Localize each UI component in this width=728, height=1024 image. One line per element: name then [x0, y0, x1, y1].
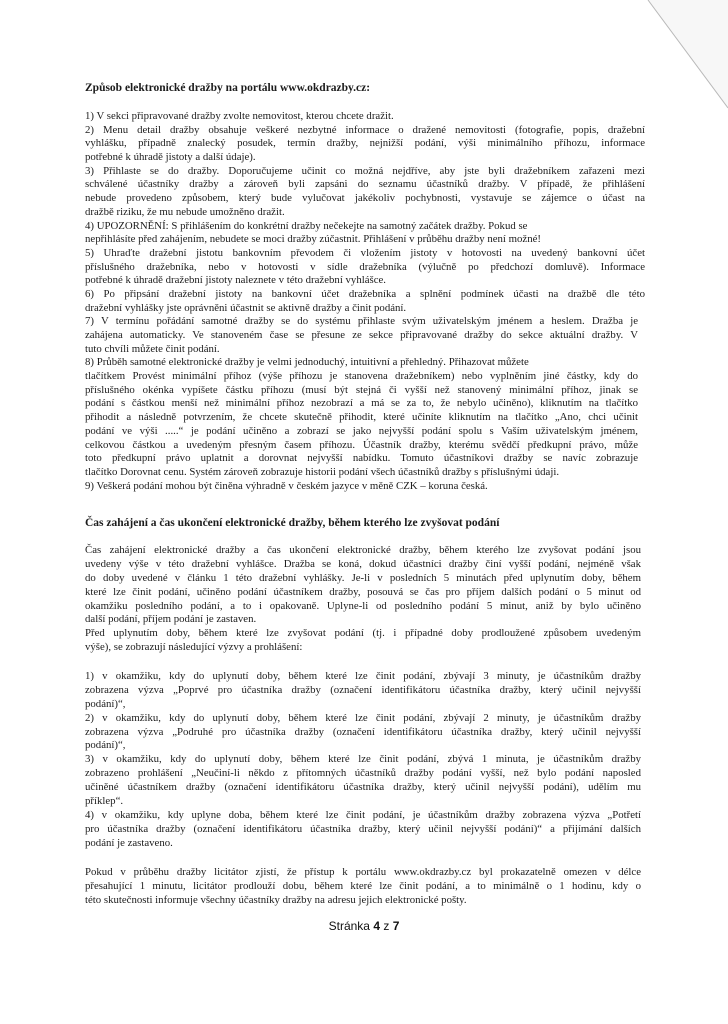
text-line: tlačítkem Provést minimální příhoz (výše příhozu je stanovena dražebníkem) nebo vyplněním jiné částky, kdy do: [85, 370, 638, 383]
text-line: 1) V sekci připravované dražby zvolte nemovitost, kterou chcete dražit.: [85, 110, 394, 122]
text-line: uvedeny výše v této dražební vyhlášce. Dražba se koná, dokud účastníci dražby činí vyšší podání, nejméně však: [85, 557, 641, 570]
page-footer: [0, 919, 728, 933]
text-line: 1) v okamžiku, kdy do uplynutí doby, během které lze činit podání, zbývají 3 minuty, je účastníkům dražby: [85, 670, 641, 682]
instruction-step: [85, 247, 645, 288]
prompt-item: [85, 753, 641, 809]
page-label: Stránka: [328, 919, 370, 933]
instruction-step: [85, 288, 645, 315]
text-line: této skutečnosti informuje všechny účastníky dražby na adresu jejich elektronické pošty.: [85, 893, 467, 906]
instruction-step: [85, 480, 645, 494]
intro-paragraph: [85, 627, 641, 655]
text-line: do doby uvedené v článku 1 této dražební vyhlášky. Je-li v posledních 5 minutách před uplynutím doby, během: [85, 571, 641, 584]
text-line: příklep“.: [85, 795, 124, 808]
text-line: podání)“,: [85, 739, 126, 752]
page-number: 4: [373, 919, 380, 933]
text-line: tlačítko Dorovnat cenu. Systém zároveň zobrazuje historii podání všech účastníků dražby s příslušnými údaji.: [85, 465, 560, 478]
text-line: podání je zastaveno.: [85, 836, 173, 849]
text-line: 4) v okamžiku, kdy uplyne doba, během které lze činit podání, je účastníkům dražby zobrazena výzva „Potřetí: [85, 808, 641, 821]
text-line: výše), se zobrazují následující výzvy a prohlášení:: [85, 641, 303, 654]
section-heading-auction-method: Způsob elektronické dražby na portálu www.okdrazby.cz:: [85, 82, 371, 94]
text-line: které lze činit podání, učiněno podání účastníkem dražby, posouvá se čas pro příjem dalších podání o 5 minut od: [85, 585, 641, 598]
text-line: dražbě riziku, že mu nebude umožněno dražit.: [85, 205, 285, 218]
text-line: okamžiku posledního podání, a to i opakovaně. Uplyne-li od posledního podání 5 minut, aniž by bylo učiněno: [85, 599, 641, 612]
text-line: 2) v okamžiku, kdy do uplynutí doby, během které lze činit podání, zbývají 2 minuty, je účastníkům dražby: [85, 711, 641, 724]
text-line: toto předkupní právo uplatnit a dorovnat nejvyšší nabídku. Tomuto účastníkovi dražby se navíc zobrazuje: [85, 452, 638, 465]
text-line: zahájena automaticky. Ve stanoveném čase se přesune ze sekce připravované dražby do sekce aktuální dražby. V: [85, 329, 638, 341]
text-line: další podání, příjem podání je zastaven.: [85, 613, 257, 626]
text-line: nepřihlásíte před zahájením, nebudete se moci dražby zúčastnit. Přihlášení v průběhu dražby není možné!: [85, 233, 542, 246]
text-line: zobrazeno prohlášení „Neučiní-li někdo z přítomných účastníků dražby podání vyšší, než bylo podání naposled: [85, 767, 641, 780]
section-heading-auction-time: Čas zahájení a čas ukončení elektronické dražby, během kterého lze zvyšovat podání: [85, 517, 500, 529]
instruction-step: [85, 124, 645, 165]
instruction-step: [85, 110, 645, 124]
text-line: přihodit a následně potvrzením, že chcete skutečně přihodit, které učiníte kliknutím na tlačítko „Ano, chci učinit: [85, 411, 638, 424]
text-line: podání s částkou menší než minimální příhoz nezobrazí a má se za to, že nebylo učiněno), kliknutím na tlačítko: [85, 397, 638, 410]
text-line: 4) UPOZORNĚNÍ: S přihlášením do konkrétní dražby nečekejte na samotný začátek dražby. Pokud se: [85, 219, 528, 232]
text-line: tuto chvíli můžete činit podání.: [85, 342, 220, 355]
instruction-step: [85, 220, 645, 247]
text-line: potřebné k úhradě dražební jistoty naleznete v této dražební vyhlášce.: [85, 274, 386, 287]
text-line: pro účastníka dražby (označení identifikátoru účastníka dražby, který učinil nejvyšší podání)“ a přijímání dalších: [85, 822, 641, 835]
instruction-step: [85, 356, 645, 479]
intro-text: [85, 544, 641, 655]
text-line: potřebné k úhradě jistoty a další údaje).: [85, 151, 256, 164]
text-line: nebude provedeno způsobem, který bude vylučovat jakékoliv pochybnosti, vystavuje se zájemce o účast na: [85, 192, 645, 205]
instruction-step: [85, 165, 645, 220]
instruction-steps-list: [85, 110, 645, 493]
text-line: 5) Uhraďte dražební jistotu bankovním převodem či vložením jistoty v hotovosti na uvedený bankovní účet: [85, 246, 645, 259]
text-line: vyhlášku, případně znalecký posudek, termín dražby, nejnižší podání, výši minimálního příhozu, informace: [85, 137, 645, 150]
text-line: podání)“,: [85, 697, 126, 710]
text-line: příslušného dražebníka, nebo v hotovosti v sídle dražebníka (výlučně po předchozí domluvě). Informace: [85, 260, 645, 273]
text-line: 6) Po připsání dražební jistoty na bankovní účet dražebníka a splnění podmínek účasti na dražbě dle této: [85, 287, 645, 300]
text-line: schválené účastníky dražby a zároveň byli zapsáni do seznamu účastníků dražby. V případě, že přihlášení: [85, 178, 645, 191]
text-line: Pokud v průběhu dražby licitátor zjistí, že přístup k portálu www.okdrazby.cz byl prokazatelně omezen v délce: [85, 866, 641, 878]
text-line: přesahující 1 minutu, licitátor prodlouží dobu, během které lze činit podání, a to minimálně o 1 hodinu, kdy o: [85, 879, 641, 892]
text-line: celkovou částkou a uvedeným přesným časem příhozu. Účastník dražby, kterému svědčí předkupní právo, může: [85, 438, 638, 451]
text-line: Čas zahájení elektronické dražby a čas ukončení elektronické dražby, během kterého lze zvyšovat podání jsou: [85, 544, 641, 556]
text-line: zobrazena výzva „Poprvé pro účastníka dražby (označení identifikátoru účastníka dražby, který učinil nejvyšší: [85, 683, 641, 696]
closing-paragraph: [85, 866, 641, 908]
prompts-list: [85, 670, 641, 851]
text-line: podání ve výši .....“ je podání učiněno a zobrazí se jako nejvyšší podání spolu s Vaším uživatelským jménem,: [85, 424, 638, 437]
text-line: zobrazena výzva „Podruhé pro účastníka dražby (označení identifikátoru účastníka dražby, který učinil nejvyšší: [85, 725, 641, 738]
text-line: 2) Menu detail dražby obsahuje veškeré nezbytné informace o dražené nemovitosti (fotografie, popis, dražební: [85, 123, 645, 136]
text-line: 3) v okamžiku, kdy do uplynutí doby, během které lze činit podání, zbývá 1 minuta, je účastníkům dražby: [85, 753, 641, 766]
instruction-step: [85, 315, 645, 356]
text-line: 3) Přihlaste se do dražby. Doporučujeme učinit co možná nejdříve, aby jste byli dražebníkem zařazeni mezi: [85, 164, 645, 177]
text-line: 8) Průběh samotné elektronické dražby je velmi jednoduchý, intuitivní a přehledný. Přihazovat můžete: [85, 356, 529, 369]
prompt-item: [85, 809, 641, 851]
text-line: Před uplynutím doby, během které lze zvyšovat podání (tj. i případné doby prodloužené způsobem uvedeným: [85, 627, 641, 640]
text-line: dražební vyhlášky jste oprávněni účastnit se aktivně dražby a činit podání.: [85, 301, 407, 314]
page-total: 7: [392, 919, 400, 933]
prompt-item: [85, 712, 641, 754]
closing-text: [85, 866, 641, 908]
page-of-label: z: [383, 919, 390, 933]
text-line: 9) Veškerá podání mohou být činěna výhradně v českém jazyce v měně CZK – koruna česká.: [85, 479, 488, 492]
prompt-item: [85, 670, 641, 712]
text-line: 7) V termínu pořádání samotné dražby se do systému přihlaste svým uživatelským jménem a heslem. Dražba je: [85, 315, 638, 328]
text-line: učiněné účastníkem dražby (označení identifikátoru účastníka dražby, který učinil nejvyšší podání), udělím mu: [85, 781, 641, 794]
intro-paragraph: [85, 544, 641, 627]
text-line: příslušného okénka vypíšete částku příhozu (musí být stejná či vyšší než stanovený minimální příhoz, jinak se: [85, 383, 638, 396]
